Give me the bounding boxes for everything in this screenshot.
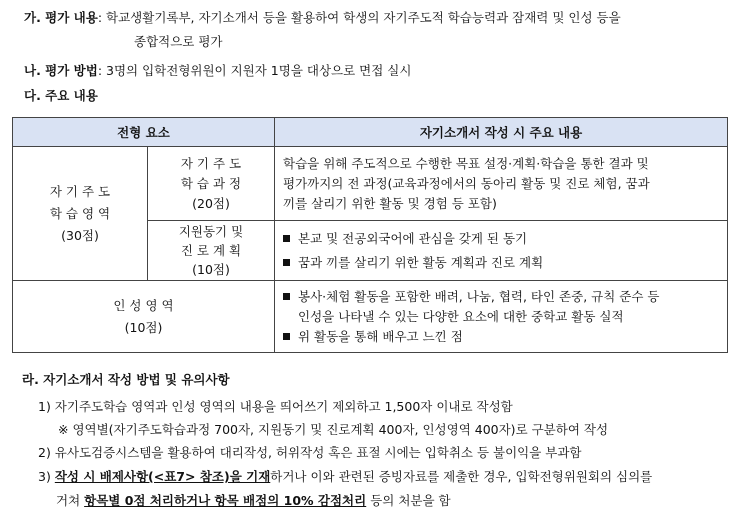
sub1-content-line1: 학습을 위해 주도적으로 수행한 목표 설정·계획·학습을 통한 결과 및	[283, 155, 649, 171]
intro-line-a	[24, 9, 621, 27]
square-bullet-icon	[283, 293, 290, 300]
intro-c-label: 다. 주요 내용	[24, 88, 98, 103]
intro-line-b	[24, 62, 411, 80]
note-1-sub: ※ 영역별(자기주도학습과정 700자, 지원동기 및 진로계획 400자, 인성영역 400자)로 구분하여 작성	[58, 422, 609, 437]
group2-bullet-text2: 위 활동을 통해 배우고 느낀 점	[298, 328, 463, 344]
square-bullet-icon	[283, 259, 290, 266]
square-bullet-icon	[283, 235, 290, 242]
group2-content-cell	[275, 281, 728, 353]
table-header-left: 전형 요소	[13, 118, 275, 147]
intro-b-label: 나. 평가 방법	[24, 63, 98, 78]
note-3b-emphasis: 항목별 0점 처리하거나 항목 배점의 10% 감점처리	[84, 493, 367, 508]
sub2-bullet-text2: 꿈과 끼를 살리기 위한 활동 계획과 진로 계획	[298, 254, 544, 270]
group1-cell	[13, 147, 148, 281]
square-bullet-icon	[283, 333, 290, 340]
sub2-bullet-item2	[283, 251, 719, 275]
group2-bullet-item1	[283, 287, 719, 307]
intro-a-text: : 학교생활기록부, 자기소개서 등을 활용하여 학생의 자기주도적 학습능력과 잠재력 및 인성 등을	[97, 10, 621, 25]
group2-bullet-item2	[283, 327, 719, 347]
note-3-text: 하거나 이와 관련된 증빙자료를 제출한 경우, 입학전형위원회의 심의를	[270, 469, 653, 484]
sub2-line3: (10점)	[192, 262, 230, 277]
sub1-content-line3: 끼를 살리기 위한 활동 및 경험 등 포함)	[283, 195, 497, 211]
sub1-cell	[148, 147, 275, 221]
sub1-line1: 자 기 주 도	[180, 155, 242, 171]
sub2-line2: 진 로 계 획	[180, 243, 242, 258]
table-header-right: 자기소개서 작성 시 주요 내용	[275, 118, 728, 147]
intro-a-text-cont: 종합적으로 평가	[134, 34, 223, 49]
sub2-content-cell	[275, 221, 728, 281]
note-3-prefix: 3)	[38, 469, 55, 484]
notes-title: 라. 자기소개서 작성 방법 및 유의사항	[22, 372, 230, 387]
intro-b-text: : 3명의 입학전형위원이 지원자 1명을 대상으로 면접 실시	[97, 63, 412, 78]
note-3-cont	[56, 492, 451, 510]
group2-bullet-cont: 인성을 나타낼 수 있는 다양한 요소에 대한 중학교 활동 실적	[298, 308, 624, 324]
sub2-line1: 지원동기 및	[178, 224, 244, 239]
group2-line2: (10점)	[124, 319, 163, 335]
sub1-content-cell	[275, 147, 728, 221]
intro-a-label: 가. 평가 내용	[24, 10, 98, 25]
note-2: 2) 유사도검증시스템을 활용하여 대리작성, 허위작성 혹은 표절 시에는 입학취소 등 불이익을 부과함	[38, 445, 582, 460]
note-3b-text: 등의 처분을 함	[366, 493, 451, 508]
group2-bullet-text1: 봉사·체험 활동을 포함한 배려, 나눔, 협력, 타인 존중, 규칙 준수 등	[298, 288, 660, 304]
sub1-line2: 학 습 과 정	[180, 175, 242, 191]
note-3	[38, 468, 652, 486]
group2-cell	[13, 281, 275, 353]
group1-line2: 학 습 영 역	[49, 205, 111, 221]
note-1: 1) 자기주도학습 영역과 인성 영역의 내용을 띄어쓰기 제외하고 1,500자 이내로 작성함	[38, 399, 513, 414]
group2-line1: 인 성 영 역	[113, 297, 174, 313]
sub1-content-line2: 평가까지의 전 과정(교육과정에서의 동아리 활동 및 진로 체험, 꿈과	[283, 175, 650, 191]
group1-line1: 자 기 주 도	[49, 183, 111, 199]
sub2-bullet-text1: 본교 및 전공외국어에 관심을 갖게 된 동기	[298, 230, 528, 246]
note-3-emphasis: 작성 시 배제사항(<표7> 참조)을 기재	[54, 469, 271, 484]
evaluation-table	[12, 117, 728, 353]
sub2-bullet-item1	[283, 227, 719, 251]
note-3b-prefix: 거쳐	[56, 493, 85, 508]
sub2-cell	[148, 221, 275, 281]
sub1-line3: (20점)	[192, 195, 230, 211]
group1-line3: (30점)	[61, 227, 99, 243]
